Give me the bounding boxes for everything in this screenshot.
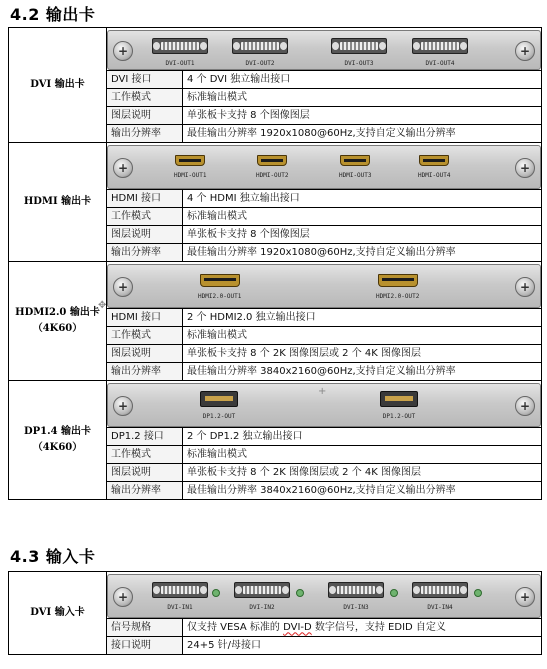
table-row: 输出分辨率 最佳输出分辨率 3840x2160@60Hz,支持自定义输出分辨率: [9, 482, 542, 500]
hdmi-port: HDMI2.0-OUT1: [198, 272, 241, 305]
table-row: 图层说明 单张板卡支持 8 个 2K 图像图层或 2 个 4K 图像图层: [9, 464, 542, 482]
output-card-table: [8, 27, 542, 500]
dvi-port: DVI-IN1: [152, 582, 208, 616]
hdmi-port: HDMI-OUT3: [339, 153, 372, 184]
table-row: 工作模式 标准输出模式: [9, 208, 542, 226]
table-row: HDMI 接口 4 个 HDMI 独立输出接口: [9, 190, 542, 208]
screw-icon: +: [113, 396, 133, 416]
table-row: 接口说明 24+5 针/母接口: [9, 637, 542, 655]
card-name-dp-out: DP1.4 输出卡 （4K60）: [9, 381, 107, 500]
card-name-dvi-out: DVI 输出卡: [9, 28, 107, 143]
screw-icon: +: [113, 41, 133, 61]
dvi-port: DVI-IN2: [234, 582, 290, 616]
dvi-input-board: [107, 574, 541, 618]
dvi-port: DVI-OUT3: [331, 38, 387, 71]
table-row: HDMI 接口 2 个 HDMI2.0 独立输出接口: [9, 309, 542, 327]
hdmi20-output-board: [107, 264, 541, 308]
dvi-output-board: [107, 30, 541, 70]
table-row: 工作模式 标准输出模式: [9, 327, 542, 345]
screw-icon: +: [113, 587, 133, 607]
status-led-icon: [212, 589, 220, 597]
spellcheck-underlined-text: DVI-D: [283, 621, 312, 633]
card-image-cell: [107, 28, 542, 71]
hdmi-port: HDMI-OUT4: [418, 153, 451, 184]
card-name-hdmi20-out: HDMI2.0 输出卡 （4K60）: [9, 262, 107, 381]
table-row: 图层说明 单张板卡支持 8 个图像图层: [9, 107, 542, 125]
move-handle-icon[interactable]: ✥: [98, 300, 107, 311]
card-name-hdmi-out: HDMI 输出卡: [9, 143, 107, 262]
table-row: 图层说明 单张板卡支持 8 个 2K 图像图层或 2 个 4K 图像图层: [9, 345, 542, 363]
add-row-icon[interactable]: +: [318, 386, 327, 397]
table-row: DP1.2 接口 2 个 DP1.2 独立输出接口: [9, 428, 542, 446]
screw-icon: +: [515, 158, 535, 178]
section-heading-input: 4.3 输入卡: [10, 547, 96, 566]
status-led-icon: [474, 589, 482, 597]
table-row: 输出分辨率 最佳输出分辨率 1920x1080@60Hz,支持自定义输出分辨率: [9, 244, 542, 262]
card-image-cell: [107, 262, 542, 309]
table-row: 工作模式 标准输出模式: [9, 89, 542, 107]
dvi-port: DVI-IN3: [328, 582, 384, 616]
table-row: 输出分辨率 最佳输出分辨率 1920x1080@60Hz,支持自定义输出分辨率: [9, 125, 542, 143]
screw-icon: +: [515, 41, 535, 61]
card-name-dvi-in: DVI 输入卡: [9, 572, 107, 655]
screw-icon: +: [515, 587, 535, 607]
hdmi-port: HDMI-OUT1: [174, 153, 207, 184]
hdmi-output-board: [107, 145, 541, 189]
card-image-cell: [107, 572, 542, 619]
table-row: 信号规格 仅支持 VESA 标准的 DVI-D 数字信号，支持 EDID 自定义: [9, 619, 542, 637]
dvi-port: DVI-IN4: [412, 582, 468, 616]
displayport-port: DP1.2-OUT: [200, 391, 238, 425]
table-row: DVI 接口 4 个 DVI 独立输出接口: [9, 71, 542, 89]
table-row: 工作模式 标准输出模式: [9, 446, 542, 464]
table-row: 图层说明 单张板卡支持 8 个图像图层: [9, 226, 542, 244]
hdmi-port: HDMI-OUT2: [256, 153, 289, 184]
hdmi-port: HDMI2.0-OUT2: [376, 272, 419, 305]
dvi-port: DVI-OUT4: [412, 38, 468, 71]
displayport-port: DP1.2-OUT: [380, 391, 418, 425]
card-image-cell: [107, 143, 542, 190]
status-led-icon: [390, 589, 398, 597]
screw-icon: +: [113, 277, 133, 297]
screw-icon: +: [515, 277, 535, 297]
input-card-table: [8, 571, 542, 655]
screw-icon: +: [113, 158, 133, 178]
section-heading-output: 4.2 输出卡: [10, 5, 96, 24]
dvi-port: DVI-OUT1: [152, 38, 208, 71]
dvi-port: DVI-OUT2: [232, 38, 288, 71]
screw-icon: +: [515, 396, 535, 416]
table-row: 输出分辨率 最佳输出分辨率 3840x2160@60Hz,支持自定义输出分辨率: [9, 363, 542, 381]
status-led-icon: [296, 589, 304, 597]
